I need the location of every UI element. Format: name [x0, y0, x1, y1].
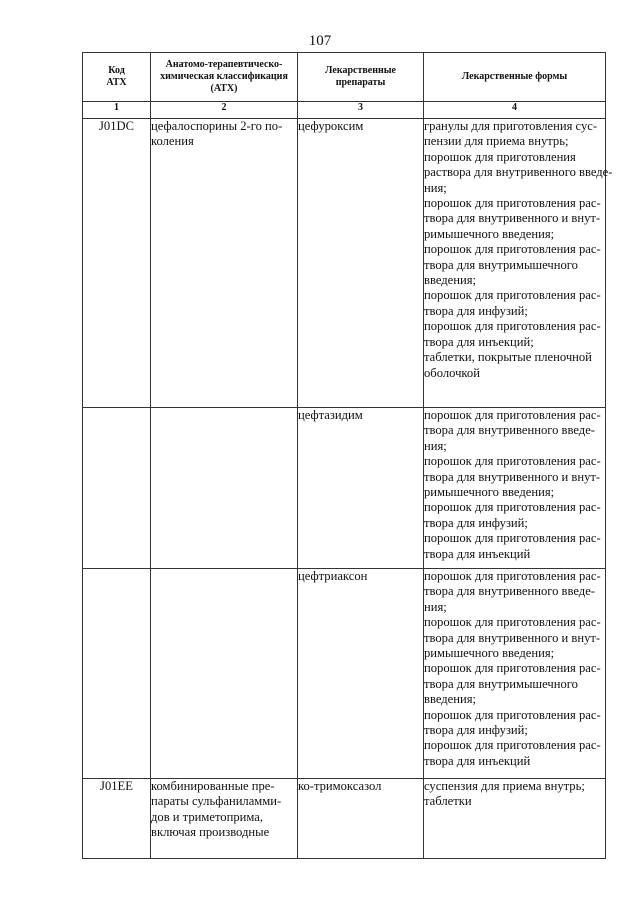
dosage-forms-cell: [424, 119, 613, 408]
text-line: препараты: [335, 77, 386, 88]
atc-code-cell: [83, 408, 151, 569]
text-line: порошок для приготовления рас-: [424, 615, 601, 630]
text-line: раствора для внутривенного введе-: [424, 165, 613, 180]
text-line: оболочкой: [424, 365, 480, 380]
text-line: твора для инъекций;: [424, 334, 534, 349]
text-line: порошок для приготовления рас-: [424, 661, 601, 676]
text-line: порошок для приготовления рас-: [424, 569, 601, 583]
drug-name-cell: цефуроксим: [298, 119, 424, 408]
dosage-forms-cell: [424, 779, 606, 859]
text-line: твора для внутривенного введе-: [424, 584, 595, 599]
column-number: 2: [151, 102, 298, 119]
text-line: введения;: [424, 273, 477, 288]
text-line: твора для внутримышечного: [424, 676, 578, 691]
atc-class-cell: [151, 569, 298, 779]
text-line: параты сульфаниламми-: [151, 794, 282, 809]
text-line: порошок для приготовления рас-: [424, 196, 601, 211]
text-line: твора для внутримышечного: [424, 257, 578, 272]
header-row: [83, 53, 606, 102]
text-line: ния;: [424, 180, 447, 195]
text-line: суспензия для приема внутрь;: [424, 779, 585, 793]
text-line: порошок для приготовления рас-: [424, 319, 601, 334]
text-line: комбинированные пре-: [151, 779, 275, 793]
column-number: 4: [424, 102, 606, 119]
text-line: твора для внутривенного и внут-: [424, 211, 601, 226]
column-number: 1: [83, 102, 151, 119]
table-row: [83, 408, 606, 569]
drug-name-cell: цефтазидим: [298, 408, 424, 569]
drug-name-cell: ко-тримоксазол: [298, 779, 424, 859]
text-line: твора для инфузий;: [424, 303, 528, 318]
text-line: введения;: [424, 692, 477, 707]
text-line: порошок для приготовления рас-: [424, 242, 601, 257]
header-drugs: [298, 53, 424, 102]
text-line: ния;: [424, 438, 447, 453]
text-line: Лекарственные формы: [461, 71, 568, 82]
text-line: Лекарственные: [325, 65, 396, 76]
text-line: твора для инфузий;: [424, 515, 528, 530]
text-line: римышечного введения;: [424, 646, 555, 661]
text-line: гранулы для приготовления сус-: [424, 119, 598, 133]
column-number-row: [83, 102, 606, 119]
dosage-forms-cell: [424, 569, 606, 779]
text-line: Код: [108, 65, 125, 76]
atc-code-cell: [83, 569, 151, 779]
text-line: таблетки: [424, 794, 472, 809]
text-line: твора для внутривенного и внут-: [424, 469, 601, 484]
text-line: твора для инъекций: [424, 546, 531, 561]
text-line: порошок для приготовления рас-: [424, 707, 601, 722]
atc-class-cell: [151, 779, 298, 859]
text-line: Анатомо-терапевтическо-: [165, 59, 283, 70]
column-number: 3: [298, 102, 424, 119]
text-line: таблетки, покрытые пленочной: [424, 350, 592, 365]
text-line: твора для внутривенного введе-: [424, 423, 595, 438]
text-line: римышечного введения;: [424, 226, 555, 241]
text-line: порошок для приготовления рас-: [424, 454, 601, 469]
text-line: коления: [151, 134, 194, 149]
header-atc-class: [151, 53, 298, 102]
header-code: [83, 53, 151, 102]
atc-class-cell: [151, 408, 298, 569]
header-dosage-forms: [424, 53, 606, 102]
page-number: 107: [308, 33, 332, 49]
text-line: дов и триметоприма,: [151, 809, 263, 824]
atc-class-cell: [151, 119, 298, 408]
text-line: порошок для приготовления рас-: [424, 500, 601, 515]
table-row: [83, 119, 606, 408]
table-row: [83, 569, 606, 779]
text-line: твора для внутривенного и внут-: [424, 630, 601, 645]
text-line: АТХ: [106, 77, 127, 88]
text-line: порошок для приготовления: [424, 149, 576, 164]
text-line: химическая классификация: [160, 71, 288, 82]
text-line: цефалоспорины 2-го по-: [151, 119, 283, 133]
text-line: твора для инъекций: [424, 753, 531, 768]
text-line: ния;: [424, 599, 447, 614]
text-line: порошок для приготовления рас-: [424, 288, 601, 303]
text-line: твора для инфузий;: [424, 723, 528, 738]
table-row: [83, 779, 606, 859]
dosage-forms-cell: [424, 408, 606, 569]
atc-table: [82, 52, 613, 859]
text-line: порошок для приготовления рас-: [424, 531, 601, 546]
atc-code-cell: J01EE: [83, 779, 151, 859]
text-line: римышечного введения;: [424, 485, 555, 500]
drug-name-cell: цефтриаксон: [298, 569, 424, 779]
text-line: порошок для приготовления рас-: [424, 408, 601, 422]
text-line: включая производные: [151, 825, 270, 840]
text-line: порошок для приготовления рас-: [424, 738, 601, 753]
atc-code-cell: J01DC: [83, 119, 151, 408]
text-line: пензии для приема внутрь;: [424, 134, 569, 149]
text-line: (АТХ): [210, 83, 238, 94]
